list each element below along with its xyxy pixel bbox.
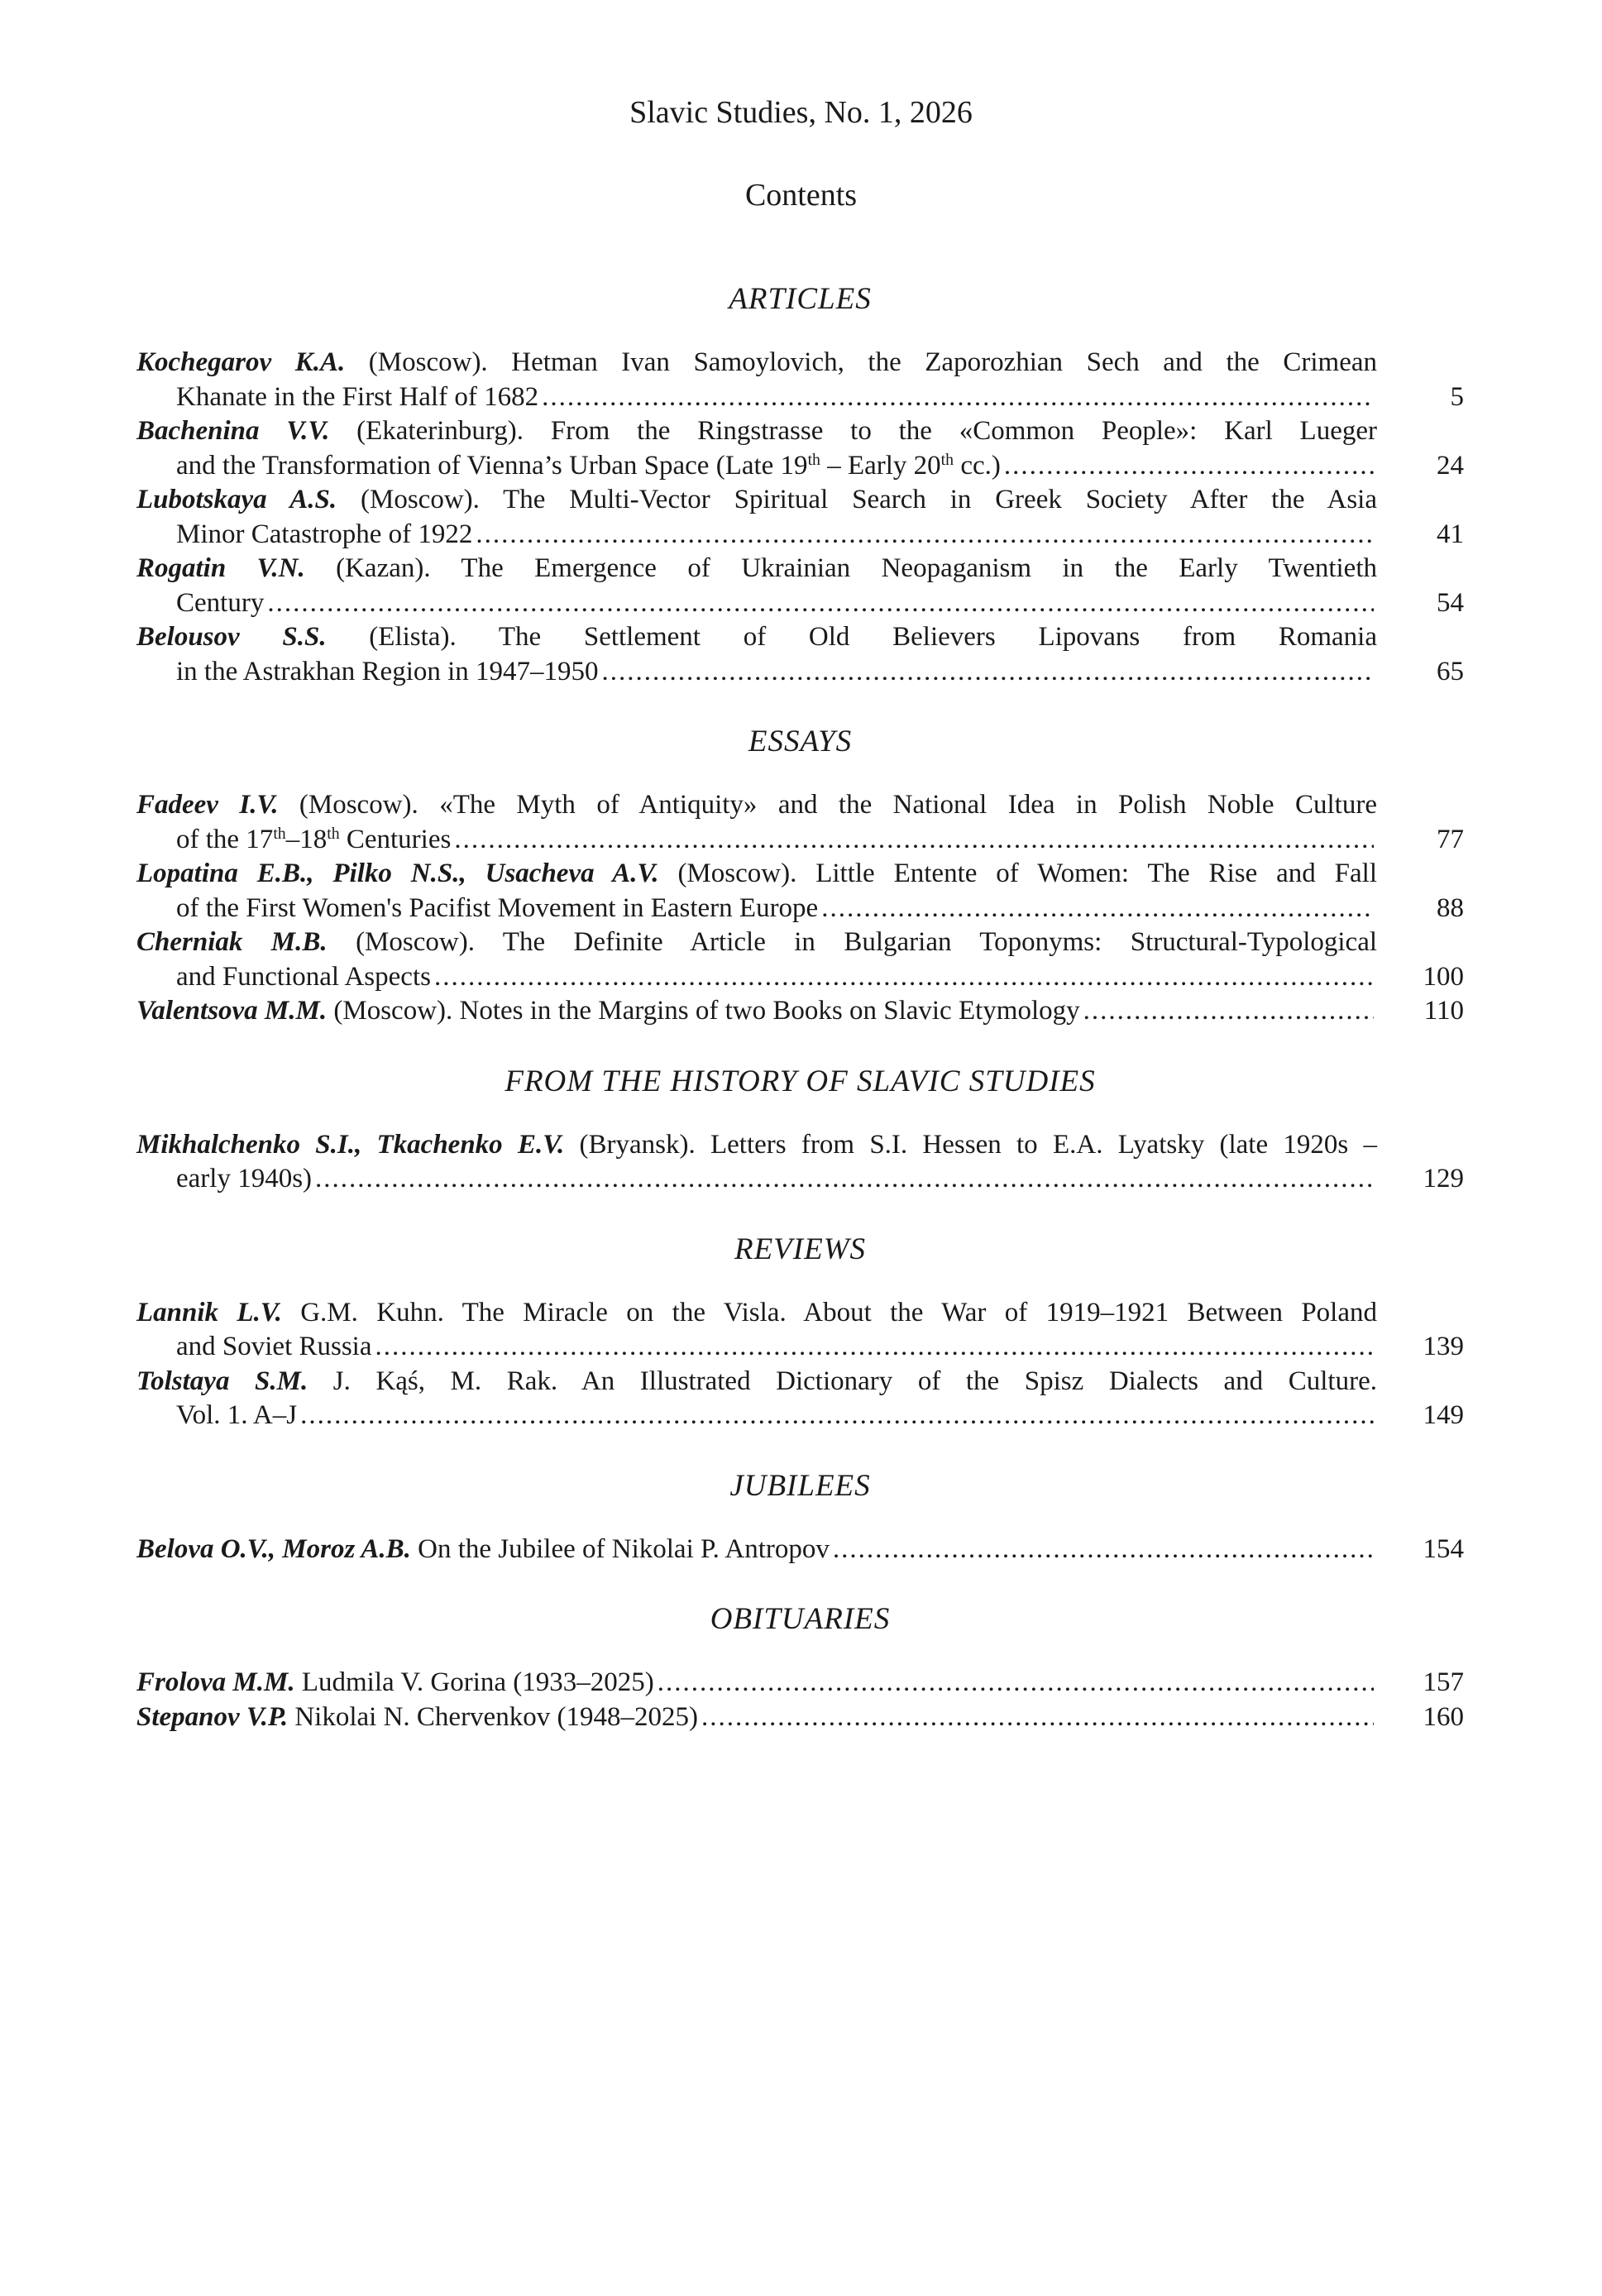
entry-title: (Moscow). Little Entente of Women: The Rise and Fall — [658, 859, 1378, 888]
section-heading: JUBILEES — [729, 1468, 871, 1503]
entry-author: Tolstaya S.M. — [136, 1366, 308, 1396]
entry-page-number: 88 — [1437, 892, 1464, 923]
entry-author: Stepanov V.P. — [136, 1701, 289, 1732]
toc-entry[interactable] — [136, 1533, 1464, 1567]
superscript: th — [940, 450, 954, 469]
toc-entry[interactable] — [136, 1128, 1464, 1197]
table-of-contents — [136, 280, 1464, 1767]
entry-page-number: 5 — [1450, 381, 1464, 412]
title-part: – Early 20 — [820, 450, 941, 481]
title-part: and the Transformation of Vienna’s Urban Space (Late 19 — [176, 450, 808, 481]
section-heading: OBITUARIES — [710, 1602, 891, 1636]
leader-dots — [602, 655, 1374, 690]
contents-heading: Contents — [744, 178, 858, 213]
leader-dots — [658, 1666, 1374, 1700]
section-essays — [136, 722, 1464, 1029]
toc-entry[interactable] — [136, 483, 1464, 552]
toc-entry[interactable] — [136, 1365, 1464, 1433]
entry-title: (Moscow). The Multi-Vector Spiritual Search in Greek Society After the Asia — [337, 485, 1377, 514]
entry-page-number: 154 — [1423, 1533, 1464, 1564]
entry-title: (Moscow). «The Myth of Antiquity» and the National Idea in Polish Noble Culture — [278, 790, 1377, 820]
leader-dots — [701, 1700, 1374, 1735]
toc-entry[interactable] — [136, 1296, 1464, 1365]
entry-page-number: 157 — [1423, 1667, 1464, 1697]
section-heading: FROM THE HISTORY OF SLAVIC STUDIES — [505, 1064, 1096, 1098]
entry-page-number: 110 — [1423, 996, 1464, 1026]
entry-title-cont: Century — [176, 587, 265, 618]
entry-author: Lubotskaya A.S. — [136, 485, 337, 514]
entry-title: (Bryansk). Letters from S.I. Hessen to E.A. Lyatsky (late 1920s – — [564, 1129, 1377, 1160]
toc-entry[interactable] — [136, 994, 1464, 1029]
entry-title-cont: and Soviet Russia — [176, 1332, 372, 1361]
superscript: th — [273, 824, 286, 843]
entry-title-cont: in the Astrakhan Region in 1947–1950 — [176, 656, 599, 686]
entry-page-number: 139 — [1423, 1332, 1464, 1361]
entry-author: Valentsova M.M. — [136, 996, 328, 1026]
entry-title-cont — [176, 823, 451, 858]
leader-dots — [1004, 449, 1374, 484]
entry-title: On the Jubilee of Nikolai P. Antropov — [410, 1533, 830, 1564]
journal-title: Slavic Studies, No. 1, 2026 — [629, 95, 973, 130]
entry-page-number: 160 — [1423, 1701, 1464, 1732]
entry-title: G.M. Kuhn. The Miracle on the Visla. About the War of 1919–1921 Between Poland — [281, 1297, 1377, 1327]
entry-author: Lopatina E.B., Pilko N.S., Usacheva A.V. — [136, 859, 659, 888]
toc-entry[interactable] — [136, 1666, 1464, 1700]
leader-dots — [315, 1162, 1374, 1197]
entry-title-cont: Khanate in the First Half of 1682 — [176, 381, 539, 412]
entry-page-number: 129 — [1423, 1164, 1464, 1193]
entry-author: Frolova M.M. — [136, 1667, 295, 1697]
entry-title: Nikolai N. Chervenkov (1948–2025) — [288, 1701, 698, 1732]
entry-page-number: 65 — [1437, 656, 1464, 686]
superscript: th — [807, 450, 820, 469]
entry-author: Belova O.V., Moroz A.B. — [136, 1533, 411, 1564]
section-jubilees — [136, 1466, 1464, 1567]
toc-entry[interactable] — [136, 788, 1464, 857]
entry-title-cont — [176, 449, 1001, 484]
entry-author: Kochegarov K.A. — [136, 347, 346, 377]
entry-title: Ludmila V. Gorina (1933–2025) — [294, 1667, 654, 1697]
entry-page-number: 54 — [1437, 587, 1464, 618]
leader-dots — [542, 380, 1374, 415]
entry-page-number: 41 — [1437, 519, 1464, 549]
leader-dots — [375, 1330, 1375, 1365]
section-heading: REVIEWS — [734, 1232, 867, 1266]
entry-title-cont: early 1940s) — [176, 1164, 313, 1193]
entry-title: (Kazan). The Emergence of Ukrainian Neopaganism in the Early Twentieth — [304, 553, 1377, 583]
entry-title-cont: Vol. 1. A–J — [176, 1400, 298, 1430]
leader-dots — [1083, 994, 1374, 1029]
entry-title: (Moscow). Hetman Ivan Samoylovich, the Zaporozhian Sech and the Crimean — [345, 347, 1377, 377]
entry-title: (Elista). The Settlement of Old Believers Lipovans from Romania — [326, 622, 1377, 652]
toc-entry[interactable] — [136, 346, 1464, 414]
section-heading: ESSAYS — [748, 725, 853, 758]
section-heading: ARTICLES — [729, 282, 872, 316]
entry-page-number: 77 — [1437, 824, 1464, 854]
entry-title-cont: and Functional Aspects — [176, 961, 431, 992]
entry-page-number: 100 — [1423, 961, 1464, 992]
leader-dots — [267, 586, 1374, 621]
toc-entry[interactable] — [136, 552, 1464, 620]
leader-dots — [476, 518, 1374, 552]
entry-title: J. Kąś, M. Rak. An Illustrated Dictionary of the Spisz Dialects and Culture. — [308, 1366, 1377, 1396]
toc-entry[interactable] — [136, 414, 1464, 483]
entry-author: Rogatin V.N. — [136, 553, 305, 583]
toc-entry[interactable] — [136, 857, 1464, 926]
title-part: –18 — [285, 824, 328, 854]
entry-title-cont: of the First Women's Pacifist Movement in Eastern Europe — [176, 892, 819, 923]
entry-author: Bachenina V.V. — [136, 416, 330, 446]
superscript: th — [327, 824, 340, 843]
section-history — [136, 1062, 1464, 1197]
entry-title: (Moscow). Notes in the Margins of two Books on Slavic Etymology — [327, 996, 1080, 1026]
leader-dots — [434, 960, 1374, 995]
entry-title: (Moscow). The Definite Article in Bulgarian Toponyms: Structural-Typological — [327, 927, 1378, 957]
title-part: Centuries — [339, 824, 452, 854]
section-obituaries — [136, 1600, 1464, 1734]
leader-dots — [833, 1533, 1374, 1567]
section-articles — [136, 280, 1464, 689]
entry-author: Lannik L.V. — [136, 1297, 282, 1327]
entry-page-number: 24 — [1437, 450, 1464, 481]
toc-entry[interactable] — [136, 926, 1464, 994]
entry-page-number: 149 — [1423, 1400, 1464, 1430]
entry-title-cont: Minor Catastrophe of 1922 — [176, 519, 473, 549]
entry-author: Cherniak M.B. — [136, 927, 328, 957]
leader-dots — [821, 892, 1374, 926]
entry-author: Fadeev I.V. — [136, 790, 279, 820]
entry-title: (Ekaterinburg). From the Ringstrasse to the «Common People»: Karl Lueger — [329, 416, 1378, 446]
title-part: of the 17 — [176, 824, 274, 854]
leader-dots — [454, 823, 1374, 858]
toc-entry[interactable] — [136, 620, 1464, 689]
entry-author: Belousov S.S. — [136, 622, 327, 652]
entry-author: Mikhalchenko S.I., Tkachenko E.V. — [136, 1129, 565, 1160]
toc-entry[interactable] — [136, 1700, 1464, 1735]
leader-dots — [300, 1399, 1374, 1433]
section-reviews — [136, 1230, 1464, 1433]
title-part: cc.) — [954, 450, 1001, 481]
